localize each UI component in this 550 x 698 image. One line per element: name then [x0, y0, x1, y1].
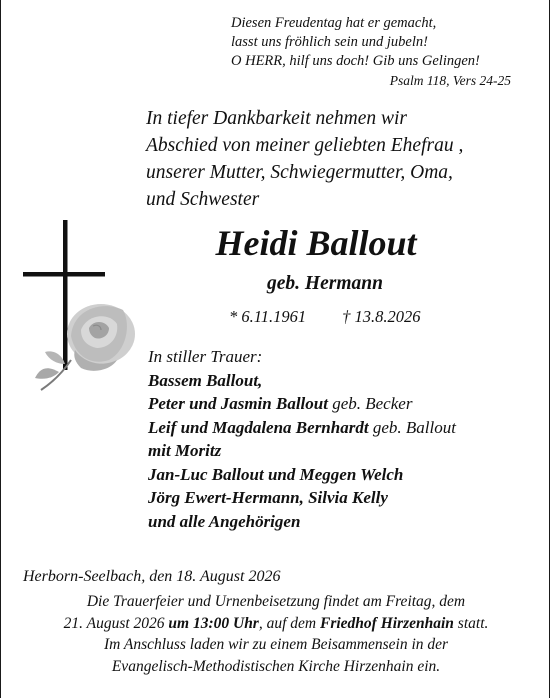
death-date: † 13.8.2026 — [342, 307, 421, 326]
funeral-notice — [1, 591, 550, 677]
list-item — [148, 416, 538, 440]
notice-line: Im Anschluss laden wir zu einem Beisammensein in der — [103, 636, 449, 653]
birth-date: * 6.11.1961 — [229, 307, 307, 326]
deceased-birth-name: geb. Hermann — [267, 273, 383, 294]
notice-line: Die Trauerfeier und Urnenbeisetzung findet am Freitag, dem — [86, 593, 466, 610]
notice-line: Evangelisch-Methodistischen Kirche Hirzenhain ein. — [111, 657, 441, 675]
psalm-line: O HERR, hilf uns doch! Gib uns Gelingen! — [231, 53, 480, 69]
mourner-name: mit Moritz — [148, 441, 222, 460]
mourner-name: Jörg Ewert-Hermann, Silvia Kelly — [148, 488, 388, 507]
psalm-reference: Psalm 118, Vers 24-25 — [389, 73, 511, 88]
notice-line — [1, 613, 550, 635]
list-item — [148, 439, 538, 463]
mourners-list — [148, 345, 538, 533]
psalm-line: Diesen Freudentag hat er gemacht, — [231, 15, 437, 31]
list-item — [148, 392, 538, 416]
mourner-name: Leif und Magdalena Bernhardt — [148, 417, 369, 437]
mourner-suffix: geb. Ballout — [368, 417, 456, 437]
notice-connector: , auf dem — [258, 614, 320, 632]
psalm-line: lasst uns fröhlich sein und jubeln! — [231, 34, 428, 50]
mourner-suffix: geb. Becker — [327, 394, 413, 413]
mourner-name: Jan-Luc Ballout und Meggen Welch — [148, 464, 404, 484]
list-item — [148, 510, 538, 534]
list-item — [148, 463, 538, 487]
intro-line: Abschied von meiner geliebten Ehefrau , — [146, 135, 464, 156]
intro-line: unserer Mutter, Schwiegermutter, Oma, — [146, 162, 453, 183]
psalm-quote — [231, 14, 531, 90]
notice-date: 21. August 2026 — [63, 614, 169, 632]
mourner-name: Peter und Jasmin Ballout — [148, 394, 328, 413]
rose-icon — [31, 290, 141, 400]
life-dates — [229, 306, 529, 328]
place-date: Herborn-Seelbach, den 18. August 2026 — [23, 568, 281, 585]
intro-line: In tiefer Dankbarkeit nehmen wir — [146, 108, 408, 129]
mourner-name: Bassem Ballout, — [148, 370, 263, 390]
mourner-name: und alle Angehörigen — [148, 511, 301, 531]
notice-end: statt. — [453, 614, 489, 632]
intro-text — [146, 105, 536, 213]
list-item — [148, 369, 538, 393]
intro-line: und Schwester — [146, 189, 260, 210]
list-item — [148, 486, 538, 510]
notice-cemetery: Friedhof Hirzenhain — [319, 614, 454, 632]
deceased-name: Heidi Ballout — [215, 223, 417, 263]
notice-time: um 13:00 Uhr — [168, 614, 259, 632]
mourners-header: In stiller Trauer: — [148, 347, 263, 366]
